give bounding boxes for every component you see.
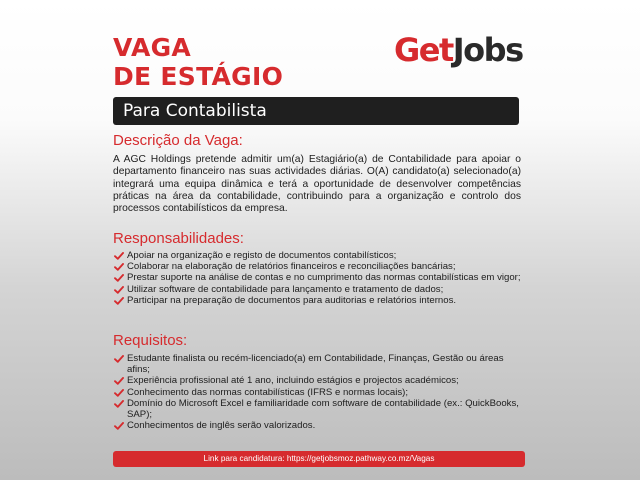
responsibilities-heading: Responsabilidades: bbox=[113, 230, 244, 247]
requirements-heading: Requisitos: bbox=[113, 332, 188, 349]
responsibilities-list bbox=[113, 250, 523, 306]
check-icon bbox=[114, 252, 124, 260]
requirements-list bbox=[113, 353, 523, 431]
application-link[interactable]: Link para candidatura: https://getjobsmoz.pathway.co.mz/Vagas bbox=[203, 454, 435, 463]
check-icon bbox=[114, 377, 124, 385]
list-item bbox=[113, 250, 523, 261]
list-item-text: Apoiar na organização e registo de documentos contabilísticos; bbox=[127, 250, 397, 261]
check-icon bbox=[114, 297, 124, 305]
list-item bbox=[113, 284, 523, 295]
list-item bbox=[113, 272, 523, 283]
list-item bbox=[113, 295, 523, 306]
check-icon bbox=[114, 286, 124, 294]
page-title bbox=[113, 33, 283, 91]
list-item bbox=[113, 353, 523, 375]
list-item bbox=[113, 398, 523, 420]
list-item-text: Experiência profissional até 1 ano, incluindo estágios e projectos académicos; bbox=[127, 375, 459, 387]
title-line-2: DE ESTÁGIO bbox=[113, 62, 284, 91]
position-title: Para Contabilista bbox=[123, 101, 267, 121]
check-icon bbox=[114, 422, 124, 430]
list-item-text: Conhecimentos de inglês serão valorizados. bbox=[127, 420, 316, 432]
check-icon bbox=[114, 355, 124, 363]
check-icon bbox=[114, 400, 124, 408]
application-link-banner[interactable] bbox=[113, 451, 525, 467]
list-item-text: Domínio do Microsoft Excel e familiaridade com software de contabilidade (ex.: QuickBooks, SAP); bbox=[127, 397, 519, 421]
list-item-text: Participar na preparação de documentos para auditorias e relatórios internos. bbox=[127, 294, 457, 306]
check-icon bbox=[114, 263, 124, 271]
list-item bbox=[113, 387, 523, 398]
list-item-text: Estudante finalista ou recém-licenciado(a) em Contabilidade, Finanças, Gestão ou áreas afins; bbox=[127, 353, 504, 376]
list-item-text: Prestar suporte na análise de contas e no cumprimento das normas contabilísticas em vigor; bbox=[127, 272, 521, 284]
list-item-text: Conhecimento das normas contabilísticas (IFRS e normas locais); bbox=[127, 386, 408, 398]
description-text: A AGC Holdings pretende admitir um(a) Estagiário(a) de Contabilidade para apoiar o departamento financeiro nas suas actividades diárias. O(A) candidato(a) selecionado(a) integrará uma equipa dinâmica e terá a oportunidade de desenvolver competências práticas na área da contabilidade, contribuindo para a organização e controlo dos processos contabilísticos da empresa. bbox=[113, 154, 521, 215]
position-banner bbox=[113, 97, 519, 125]
check-icon bbox=[114, 274, 124, 282]
getjobs-logo bbox=[394, 30, 523, 70]
description-heading: Descrição da Vaga: bbox=[113, 132, 243, 149]
list-item-text: Colaborar na elaboração de relatórios financeiros e reconciliações bancárias; bbox=[127, 261, 456, 273]
check-icon bbox=[114, 389, 124, 397]
logo-part-jobs: Jobs bbox=[452, 31, 523, 69]
logo-part-get: Get bbox=[394, 31, 453, 69]
list-item-text: Utilizar software de contabilidade para lançamento e tratamento de dados; bbox=[127, 283, 444, 295]
list-item bbox=[113, 375, 523, 386]
list-item bbox=[113, 261, 523, 272]
list-item bbox=[113, 420, 523, 431]
title-line-1: VAGA bbox=[113, 33, 192, 62]
